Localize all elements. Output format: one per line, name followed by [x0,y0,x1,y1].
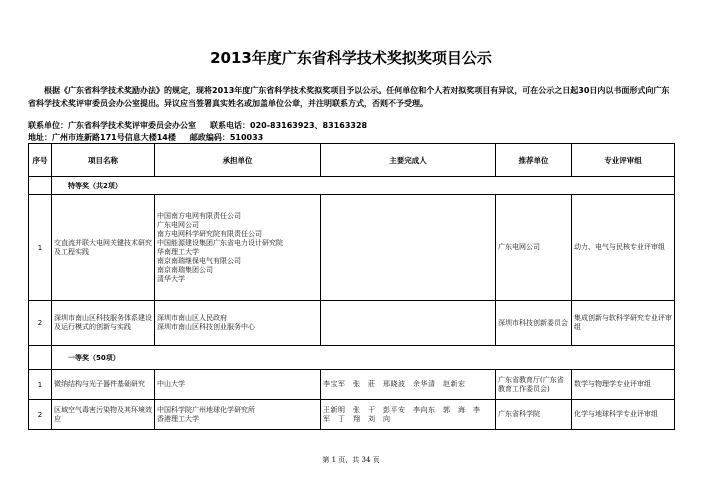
notice-text: 根据《广东省科学技术奖励办法》的规定，现将2013年度广东省科学技术奖拟奖项目予以公示。任何单位和个人若对拟奖项目有异议，可在公示之日起30日内以书面形式向广东省科学技术奖评审委员会办公室提出。异议应当签署真实姓名或加盖单位公章，并注明联系方式，否则不予受理。 [28,86,670,108]
contact-line-1 [28,120,367,132]
page-title: 2013年度广东省科学技术奖拟奖项目公示 [210,49,492,67]
contact-phone: 联系电话：020-83163923、83163328 [210,121,368,130]
cell-no: 2 [29,301,52,346]
cell-recommender: 广东省科学院 [496,400,572,430]
cell-recommender: 广东省教育厅(广东省教育工作委员会) [496,370,572,400]
contact-postcode: 邮政编码：510033 [189,133,264,142]
unit-line: 华南理工大学 [157,247,199,256]
unit-line: 中国南方电网有限责任公司 [157,211,241,220]
cell-group: 数学与物理学专业评审组 [572,370,675,400]
category-row-special [29,177,675,195]
cell-group: 动力、电气与民核专业评审组 [572,195,675,301]
cell-units [155,301,321,346]
cell-no: 2 [29,400,52,430]
cell-name: 区域空气毒害污染物及其环境效应 [52,400,155,430]
header-group: 专业评审组 [572,144,675,177]
cell-recommender: 广东电网公司 [496,195,572,301]
category-row-first [29,346,675,370]
cell-units [155,195,321,301]
header-name: 项目名称 [52,144,155,177]
unit-line: 香港理工大学 [157,414,199,423]
cell-name: 微纳结构与光子器件基础研究 [52,370,155,400]
notice-paragraph [28,84,674,110]
unit-line: 南京南瑞集团公司 [157,265,213,274]
category-label: 一等奖（50项） [52,346,321,370]
cell-units [155,400,321,430]
contact-info [28,120,367,144]
cell-people: 王新明 张 干 彭平安 李向东 郭 海 李 军 丁 翔 刘 向 [321,400,496,430]
table-row [29,195,675,301]
unit-line: 中国能源建设集团广东省电力设计研究院 [157,238,283,247]
cell-name: 深圳市南山区科技服务体系建设及运行模式的创新与实践 [52,301,155,346]
header-recommender: 推荐单位 [496,144,572,177]
contact-address: 地址：广州市连新路171号信息大楼14楼 [28,133,176,142]
unit-line: 深圳市南山区科技创业服务中心 [157,323,255,331]
contact-unit: 联系单位：广东省科学技术奖评审委员会办公室 [28,121,196,130]
category-label: 特等奖（共2项） [52,177,321,195]
cell-group: 化学与地球科学专业评审组 [572,400,675,430]
table-row [29,400,675,430]
table-header-row [29,144,675,177]
cell-no: 1 [29,370,52,400]
unit-line: 南京南瑞继保电气有限公司 [157,256,241,265]
unit-line: 中国科学院广州地球化学研究所 [157,405,255,414]
cell-people: 李宝军 张 莊 邢晓波 余华清 赵新宏 [321,370,496,400]
unit-line: 南方电网科学研究院有限责任公司 [157,229,262,238]
header-units: 承担单位 [155,144,321,177]
page-footer: 第 1 页，共 34 页 [322,456,380,464]
header-people: 主要完成人 [321,144,496,177]
cell-people [321,301,496,346]
unit-line: 中山大学 [157,380,185,388]
cell-units [155,370,321,400]
awards-table [28,143,675,430]
table-row [29,370,675,400]
header-no: 序号 [29,144,52,177]
table-row [29,301,675,346]
unit-line: 广东电网公司 [157,220,199,229]
cell-group: 集成创新与软科学研究专业评审组 [572,301,675,346]
cell-recommender: 深圳市科技创新委员会 [496,301,572,346]
unit-line: 清华大学 [157,274,185,283]
cell-no: 1 [29,195,52,301]
unit-line: 深圳市南山区人民政府 [157,314,227,322]
cell-people [321,195,496,301]
cell-name: 交直流并联大电网关键技术研究及工程实践 [52,195,155,301]
